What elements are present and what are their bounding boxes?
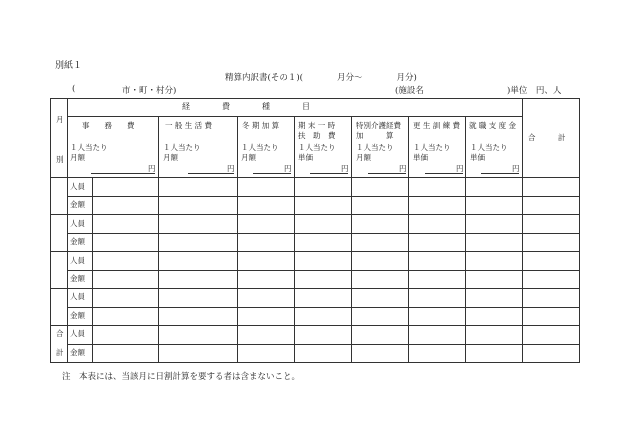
- value-label: 単価: [298, 153, 313, 162]
- column-name: 期 末 一 時: [298, 121, 336, 130]
- table-rule: [67, 307, 579, 308]
- table-rule: [50, 214, 579, 215]
- municipality-label: 市・町・村分): [122, 86, 177, 96]
- column-name: 一 般 生 活 費: [165, 121, 213, 130]
- per-person-label: １人当たり: [356, 143, 394, 152]
- column-name: 更 生 訓 練 費: [413, 121, 461, 130]
- column-name: 特別介護経費: [356, 121, 401, 130]
- table-border-right: [579, 98, 580, 363]
- table-rule-v: [158, 116, 159, 363]
- row-label-persons: 人員: [70, 329, 85, 338]
- unit-yen: 円: [341, 164, 349, 173]
- amount-underline: [188, 173, 234, 174]
- unit-label: )単位 円、人: [507, 86, 562, 96]
- per-person-label: １人当たり: [241, 143, 279, 152]
- unit-yen: 円: [284, 164, 292, 173]
- facility-label: (施設名: [395, 86, 424, 96]
- column-name-line2: 加 算: [356, 131, 394, 140]
- value-label: 月額: [70, 153, 85, 162]
- value-label: 月額: [241, 153, 256, 162]
- table-border-bottom: [50, 362, 579, 363]
- month-column-top: 月: [56, 115, 64, 124]
- month-column-bottom: 別: [56, 155, 64, 164]
- value-label: 単価: [470, 153, 485, 162]
- row-label-persons: 人員: [70, 292, 85, 301]
- table-border-top: [50, 98, 579, 99]
- per-person-label: １人当たり: [298, 143, 336, 152]
- unit-yen: 円: [227, 164, 235, 173]
- amount-underline: [253, 173, 291, 174]
- table-border-left: [50, 98, 51, 363]
- per-person-label: １人当たり: [163, 143, 201, 152]
- table-rule: [50, 288, 579, 289]
- table-rule-v: [294, 116, 295, 363]
- table-rule-v: [351, 116, 352, 363]
- unit-yen: 円: [512, 164, 520, 173]
- amount-underline: [91, 173, 155, 174]
- table-rule-v: [92, 177, 93, 363]
- total-row-label-bottom: 計: [56, 348, 64, 357]
- expense-group-header: 経 費 種 目: [182, 102, 310, 111]
- table-rule-v: [67, 98, 68, 363]
- table-rule: [67, 344, 579, 345]
- unit-yen: 円: [148, 164, 156, 173]
- per-person-label: １人当たり: [470, 143, 508, 152]
- amount-underline: [310, 173, 348, 174]
- per-person-label: １人当たり: [70, 143, 108, 152]
- table-rule-v: [465, 116, 466, 363]
- table-rule: [67, 233, 579, 234]
- table-rule: [50, 325, 579, 326]
- table-rule: [50, 177, 579, 178]
- row-label-persons: 人員: [70, 182, 85, 191]
- unit-yen: 円: [456, 164, 464, 173]
- table-rule: [67, 196, 579, 197]
- row-label-amount: 金額: [70, 311, 85, 320]
- column-name: 就 職 支 度 金: [469, 121, 517, 130]
- row-label-persons: 人員: [70, 256, 85, 265]
- value-label: 月額: [356, 153, 371, 162]
- appendix-label: 別紙１: [55, 61, 83, 71]
- column-name: 事 務 費: [82, 121, 135, 130]
- row-label-persons: 人員: [70, 219, 85, 228]
- per-person-label: １人当たり: [413, 143, 451, 152]
- footnote: 注 本表には、当該月に日割計算を要する者は含まないこと。: [62, 372, 301, 382]
- document-title: 精算内訳書(その１)( 月分～ 月分): [225, 73, 417, 83]
- table-rule-v: [237, 116, 238, 363]
- amount-underline: [368, 173, 406, 174]
- table-rule: [67, 270, 579, 271]
- total-column-header: 合 計: [528, 133, 566, 142]
- row-label-amount: 金額: [70, 200, 85, 209]
- total-row-label-top: 合: [56, 329, 64, 338]
- unit-yen: 円: [399, 164, 407, 173]
- amount-underline: [481, 173, 519, 174]
- table-rule-v: [522, 98, 523, 363]
- amount-underline: [425, 173, 463, 174]
- row-label-amount: 金額: [70, 274, 85, 283]
- table-rule-v: [408, 116, 409, 363]
- value-label: 月額: [163, 153, 178, 162]
- row-label-amount: 金額: [70, 237, 85, 246]
- value-label: 単価: [413, 153, 428, 162]
- column-name-line2: 扶 助 費: [298, 131, 336, 140]
- municipality-open-paren: (: [72, 84, 76, 94]
- row-label-amount: 金額: [70, 348, 85, 357]
- table-rule: [50, 251, 579, 252]
- column-name: 冬 期 加 算: [242, 121, 280, 130]
